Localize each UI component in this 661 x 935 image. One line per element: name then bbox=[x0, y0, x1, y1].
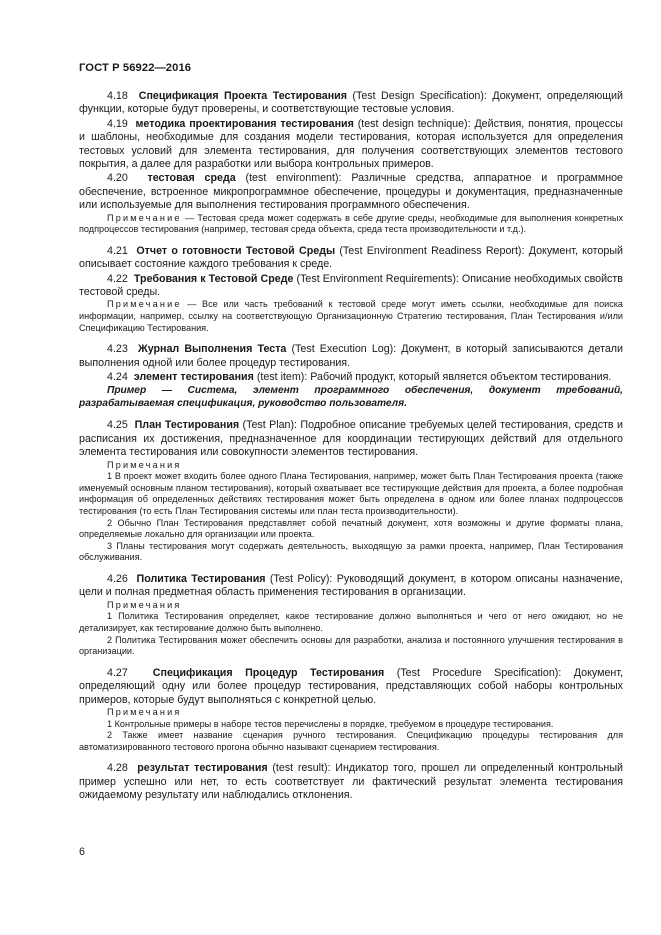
example: Пример — Система, элемент программного обеспечения, документ требований, разрабатываемая спецификация, руководство пользователя. bbox=[79, 385, 623, 410]
note-item: 2 Политика Тестирования может обеспечить основы для разработки, анализа и постоянного улучшения тестирования в организации. bbox=[79, 634, 623, 657]
definition-term: тестовая среда bbox=[147, 172, 236, 185]
note-item: 3 Планы тестирования могут содержать деятельность, выходящую за рамки проекта, например, План Тестирования обслуживания. bbox=[79, 540, 623, 563]
definition-term: Требования к Тестовой Среде bbox=[133, 272, 294, 285]
definition-term: элемент тестирования bbox=[133, 371, 254, 384]
definition-term: результат тестирования bbox=[137, 762, 268, 775]
document-header: ГОСТ Р 56922—2016 bbox=[79, 62, 192, 74]
definition-term: Спецификация Проекта Тестирования bbox=[138, 90, 347, 102]
definition-term: План Тестирования bbox=[134, 419, 240, 432]
document-body bbox=[79, 90, 623, 803]
note-item: 2 Обычно План Тестирования представляет собой печатный документ, хотя возможны и другие форматы плана, определяемые локально для организации или проекта. bbox=[79, 517, 623, 540]
definition-4-21: 4.21 Отчет о готовности Тестовой Среды (Test Environment Readiness Report): Документ, который описывает состояние каждого требования к среде. bbox=[79, 244, 623, 271]
note: Примечание — Тестовая среда может содержать в себе другие среды, необходимые для выполнения конкретных подпроцессов тестирования (например, тестовая среда объекта, среда теста производительности и т.д.). bbox=[79, 212, 623, 235]
definition-4-18: 4.18 Спецификация Проекта Тестирования (Test Design Specification): Документ, определяющий функции, которые будут проверены, и соответствующие тестовые условия. bbox=[79, 90, 623, 116]
note-item: 1 В проект может входить более одного Плана Тестирования, например, может быть План Тестирования проекта (также именуемый основным планом тестирования), который охватывает все тестирующие действия для проекта, а более подробная информация об определенных действиях тестирования может быть определена в одном или более планах подпроцессов тестирования (то есть План Тестирования системы или план теста производительности). bbox=[79, 471, 623, 517]
notes-heading: Примечания bbox=[107, 599, 182, 610]
page-number: 6 bbox=[79, 846, 85, 858]
definition-4-22: 4.22 Требования к Тестовой Среде (Test Environment Requirements): Описание необходимых свойств тестовой среды. bbox=[79, 272, 623, 299]
definition-4-23: 4.23 Журнал Выполнения Теста (Test Execution Log): Документ, в который записываются детали выполнения одной или более процедур тестирования. bbox=[79, 343, 623, 369]
definition-4-24: 4.24 элемент тестирования (test item): Рабочий продукт, который является объектом тестирования. bbox=[107, 371, 612, 384]
definition-term: Спецификация Процедур Тестирования bbox=[152, 666, 385, 679]
note-item: 1 Политика Тестирования определяет, какое тестирование должно выполняться и чего от него ожидают, но не детализирует, как тестирование должно быть выполнено. bbox=[79, 611, 623, 634]
definition-term: Отчет о готовности Тестовой Среды bbox=[136, 244, 336, 257]
note: Примечание — Все или часть требований к тестовой среде могут иметь ссылки, необходимые для поиска информации, например, ссылку на соответствующую Организационную Стратегию тестирования, План Тестирования и/или Спецификацию Тестирования. bbox=[79, 299, 623, 333]
definition-term: Политика Тестирования bbox=[136, 573, 266, 586]
definition-4-25: 4.25 План Тестирования (Test Plan): Подробное описание требуемых целей тестирования, средств и расписания их достижения, предназначенное для координации тестирующих действий для отдельного элемента тестирования или совокупности элементов тестирования. bbox=[79, 419, 623, 459]
notes-heading: Примечания bbox=[107, 707, 182, 718]
definition-4-26: 4.26 Политика Тестирования (Test Policy): Руководящий документ, в котором описаны назначение, цели и полная предметная область применения тестирования в организации. bbox=[79, 573, 623, 599]
definition-4-20: 4.20 тестовая среда (test environment): Различные средства, аппаратное и программное обеспечение, встроенное микропрограммное обеспечение, процедуры и документация, предназначенные или используемые для выполнения тестирования программного обеспечения. bbox=[79, 172, 623, 212]
definition-term: методика проектирования тестирования bbox=[135, 117, 354, 130]
definition-4-28: 4.28 результат тестирования (test result): Индикатор того, прошел ли определенный контрольный пример успешно или нет, то есть соответствует ли фактический результат элемента тестирования ожидаемому результату или наблюдались отклонения. bbox=[79, 762, 623, 802]
definition-term: Журнал Выполнения Теста bbox=[138, 343, 287, 356]
note-item: 1 Контрольные примеры в наборе тестов перечислены в порядке, требуемом в процедуре тестирования. bbox=[107, 718, 554, 729]
definition-4-27: 4.27 Спецификация Процедур Тестирования (Test Procedure Specification): Документ, определяющий одну или более процедур тестирования, представляющих собой наборы контрольных примеров, которые будут выполняться с конкретной целью. bbox=[79, 666, 623, 706]
definition-4-19: 4.19 методика проектирования тестирования (test design technique): Действия, понятия, процессы и шаблоны, необходимые для создания модели тестирования, которая используется для определения тестовых условий для элемента тестирования, для получения соответствующих элементов тестового покрытия, а далее для разработки или выбора контрольных примеров. bbox=[79, 117, 623, 171]
note-item: 2 Также имеет название сценария ручного тестирования. Спецификацию процедуры тестирования для автоматизированного тестового прогона обычно называют сценарием тестирования. bbox=[79, 730, 623, 752]
notes-heading: Примечания bbox=[107, 459, 182, 470]
